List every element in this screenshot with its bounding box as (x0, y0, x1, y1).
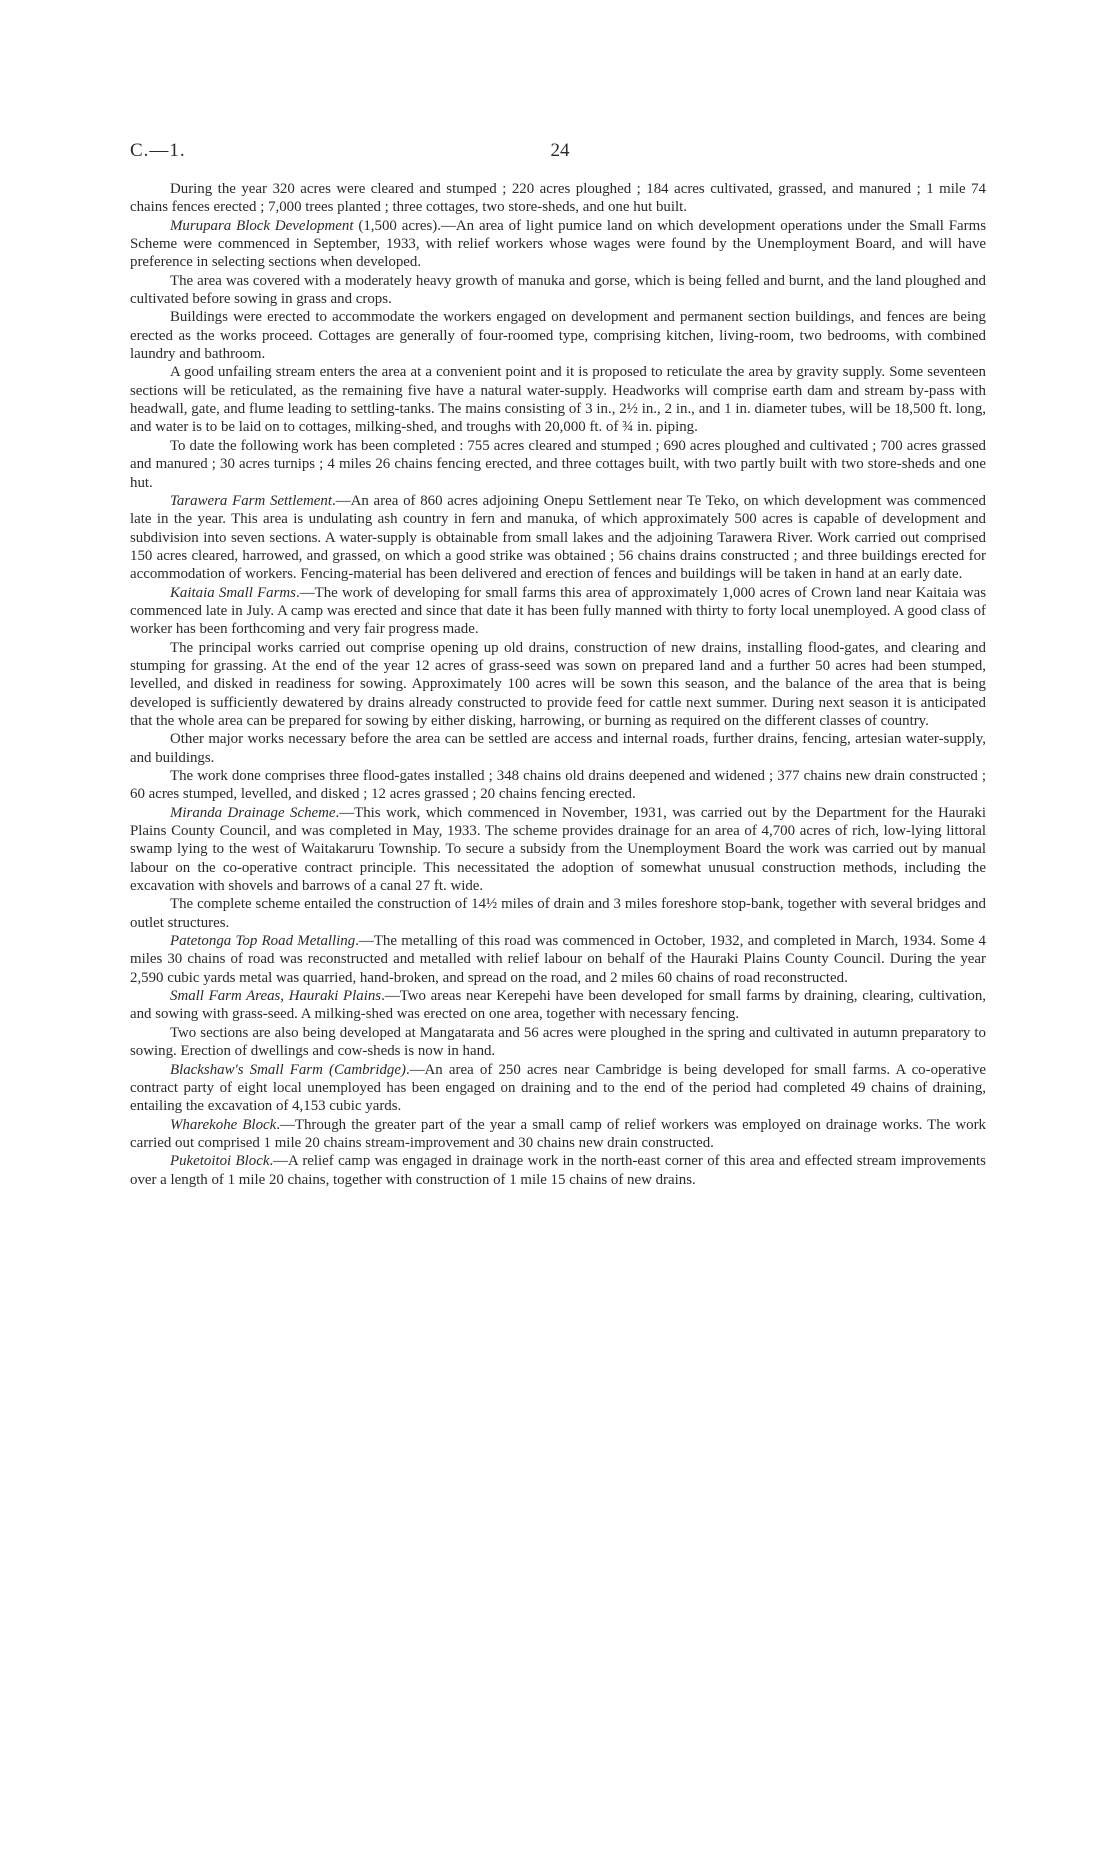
section-heading: Small Farm Areas, Hauraki Plains (170, 988, 382, 1005)
paragraph-text: .—This work, which commenced in November, 1931, was carried out by the Department for the Hauraki Plains County Council, and was completed in May, 1933. The scheme provides drainage for an area of 4,700 acres of rich, low-lying littoral swamp lying to the west of Waitakaruru Township. To secure a subsidy from the Unemployment Board the work was carried out by manual labour on the co-operative contract principle. This necessitated the adoption of somewhat unusual construction methods, including the excavation with shovels and barrows of a canal 27 ft. wide. (130, 804, 986, 895)
paragraph-text: The area was covered with a moderately heavy growth of manuka and gorse, which is being felled and burnt, and the land ploughed and cultivated before sowing in grass and crops. (130, 272, 986, 308)
paragraph (130, 767, 986, 804)
paragraph-text: Buildings were erected to accommodate the workers engaged on development and permanent section buildings, and fences are being erected as the works proceed. Cottages are generally of four-roomed type, comprising kitchen, living-room, two bedrooms, with combined laundry and bathroom. (130, 309, 986, 363)
paragraph (130, 1061, 986, 1116)
section-heading: Patetonga Top Road Metalling (170, 933, 356, 950)
section-heading: Murupara Block Development (170, 217, 354, 234)
paragraph (130, 363, 986, 436)
paragraph-text: The work done comprises three flood-gates installed ; 348 chains old drains deepened and widened ; 377 chains new drain constructed ; 60 acres stumped, levelled, and disked ; 12 acres grassed ; 20 chains fencing erected. (130, 768, 986, 803)
paragraph (130, 895, 986, 932)
paragraph (130, 272, 986, 309)
paragraph-text: .—An area of 250 acres near Cambridge is being developed for small farms. A co-operative contract party of eight local unemployed has been engaged on draining and to the end of the period had completed 49 chains of draining, entailing the excavation of 4,153 cubic yards. (130, 1061, 986, 1115)
paragraph-text: .—A relief camp was engaged in drainage work in the north-east corner of this area and effected stream improvements over a length of 1 mile 20 chains, together with construction of 1 mile 15 chains of new drains. (130, 1153, 986, 1188)
section-heading: Blackshaw's Small Farm (Cambridge) (170, 1061, 406, 1078)
paragraph (130, 180, 986, 217)
paragraph-text: .—The metalling of this road was commenced in October, 1932, and completed in March, 1934. Some 4 miles 30 chains of road was reconstructed and metalled with relief labour on behalf of the Hauraki Plains County Council. During the year 2,590 cubic yards metal was quarried, hand-broken, and spread on the road, and 2 miles 60 chains of road reconstructed. (130, 933, 986, 986)
paragraph-text: .—Two areas near Kerepehi have been developed for small farms by draining, clearing, cultivation, and sowing with grass-seed. A milking-shed was erected on one area, together with necessary fencing. (130, 988, 986, 1023)
paragraph-text: To date the following work has been completed : 755 acres cleared and stumped ; 690 acres ploughed and cultivated ; 700 acres grassed and manured ; 30 acres turnips ; 4 miles 26 chains fencing erected, and three cottages built, with two partly built with two store-sheds and one hut. (130, 437, 986, 491)
paragraph (130, 932, 986, 987)
paragraph (130, 584, 986, 639)
paragraph-text: The complete scheme entailed the construction of 14½ miles of drain and 3 miles foreshore stop-bank, together with several bridges and outlet structures. (130, 896, 986, 931)
paragraph-text: A good unfailing stream enters the area at a convenient point and it is proposed to reticulate the area by gravity supply. Some seventeen sections will be reticulated, as the remaining five have a natural water-supply. Headworks will comprise earth dam and stream by-pass with headwall, gate, and flume leading to settling-tanks. The mains consisting of 3 in., 2½ in., 2 in., and 1 in. diameter tubes, will be 18,500 ft. long, and water is to be laid on to cottages, milking-shed, and troughs with 20,000 ft. of ¾ in. piping. (130, 364, 986, 436)
paragraph-text: The principal works carried out comprise opening up old drains, construction of new drains, installing flood-gates, and clearing and stumping for grassing. At the end of the year 12 acres of grass-seed was sown on prepared land and a further 50 acres had been stumped, levelled, and disked in readiness for sowing. Approximately 100 acres will be sown this season, and the balance of the area that is being developed is sufficiently dewatered by drains already constructed to provide feed for cattle next summer. During next season it is anticipated that the whole area can be prepared for sowing by either disking, harrowing, or burning as required on the different classes of country. (130, 639, 986, 729)
paragraph-text: Other major works necessary before the area can be settled are access and internal roads, further drains, fencing, artesian water-supply, and buildings. (130, 731, 986, 766)
paragraph (130, 804, 986, 896)
document-code: C.—1. (130, 140, 186, 161)
paragraph (130, 1024, 986, 1061)
paragraph (130, 1152, 986, 1189)
body-text (130, 180, 986, 1189)
page-number: 24 (550, 140, 570, 161)
paragraph (130, 1116, 986, 1153)
paragraph (130, 730, 986, 767)
paragraph (130, 987, 986, 1024)
page-header (130, 140, 990, 166)
paragraph (130, 437, 986, 492)
paragraph-text: .—The work of developing for small farms this area of approximately 1,000 acres of Crown land near Kaitaia was commenced late in July. A camp was erected and since that date it has been fully manned with thirty to forty local unemployed. A good class of worker has been forthcoming and very fair progress made. (130, 584, 986, 638)
paragraph (130, 492, 986, 584)
paragraph-text: .—Through the greater part of the year a small camp of relief workers was employed on drainage works. The work carried out comprised 1 mile 20 chains stream-improvement and 30 chains new drain constructed. (130, 1116, 986, 1151)
paragraph-text: During the year 320 acres were cleared and stumped ; 220 acres ploughed ; 184 acres cultivated, grassed, and manured ; 1 mile 74 chains fences erected ; 7,000 trees planted ; three cottages, two store-sheds, and one hut built. (130, 181, 986, 216)
section-heading: Miranda Drainage Scheme (170, 804, 336, 821)
section-heading: Tarawera Farm Settlement (170, 492, 332, 509)
paragraph-text: Two sections are also being developed at Mangatarata and 56 acres were ploughed in the spring and cultivated in autumn preparatory to sowing. Erection of dwellings and cow-sheds is now in hand. (130, 1024, 986, 1060)
section-heading: Wharekohe Block (170, 1116, 277, 1133)
paragraph-text: (1,500 acres).—An area of light pumice land on which development operations under the Small Farms Scheme were commenced in September, 1933, with relief workers whose wages were found by the Unemployment Board, and will have preference in selecting sections when developed. (130, 217, 986, 271)
section-heading: Kaitaia Small Farms (170, 584, 296, 601)
paragraph (130, 217, 986, 272)
paragraph (130, 308, 986, 363)
section-heading: Puketoitoi Block (170, 1153, 270, 1170)
paragraph (130, 639, 986, 731)
paragraph-text: .—An area of 860 acres adjoining Onepu Settlement near Te Teko, on which development was commenced late in the year. This area is undulating ash country in fern and manuka, of which approximately 500 acres is capable of development and subdivision into seven sections. A water-supply is obtainable from small lakes and the adjoining Tarawera River. Work carried out comprised 150 acres cleared, harrowed, and grassed, on which a good strike was obtained ; 56 chains drains constructed ; and three buildings erected for accommodation of workers. Fencing-material has been delivered and erection of fences and buildings will be taken in hand at an early date. (130, 492, 986, 583)
